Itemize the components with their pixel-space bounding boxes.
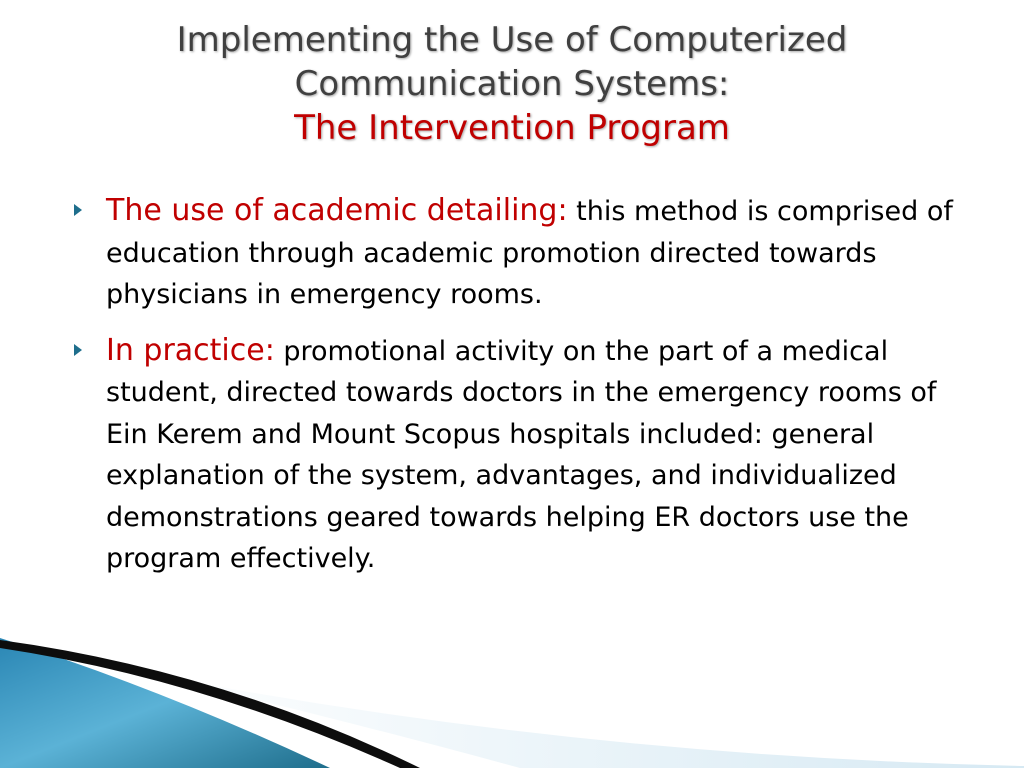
title-line-1: Implementing the Use of Computerized [176,20,848,60]
bullet-item-in-practice [70,330,960,580]
bullet-lead: In practice: [106,332,275,368]
triangle-right-icon [74,344,82,356]
slide-title [60,18,964,150]
corner-wave-decoration [0,638,1024,768]
title-line-2: Communication Systems: [294,64,730,104]
triangle-right-icon [74,204,82,216]
bullet-list [70,190,960,594]
bullet-item-academic-detailing [70,190,960,316]
bullet-text: this method is comprised of education through academic promotion directed towards physicians in emergency rooms. [106,196,953,310]
bullet-text: promotional activity on the part of a medical student, directed towards doctors in the emergency rooms of Ein Kerem and Mount Scopus hospitals included: general explanation of the system, advantages, and individualized demonstrations geared towards helping ER doctors use the program effectively. [106,335,937,574]
bullet-lead: The use of academic detailing: [106,193,568,228]
title-line-3: The Intervention Program [294,108,730,148]
